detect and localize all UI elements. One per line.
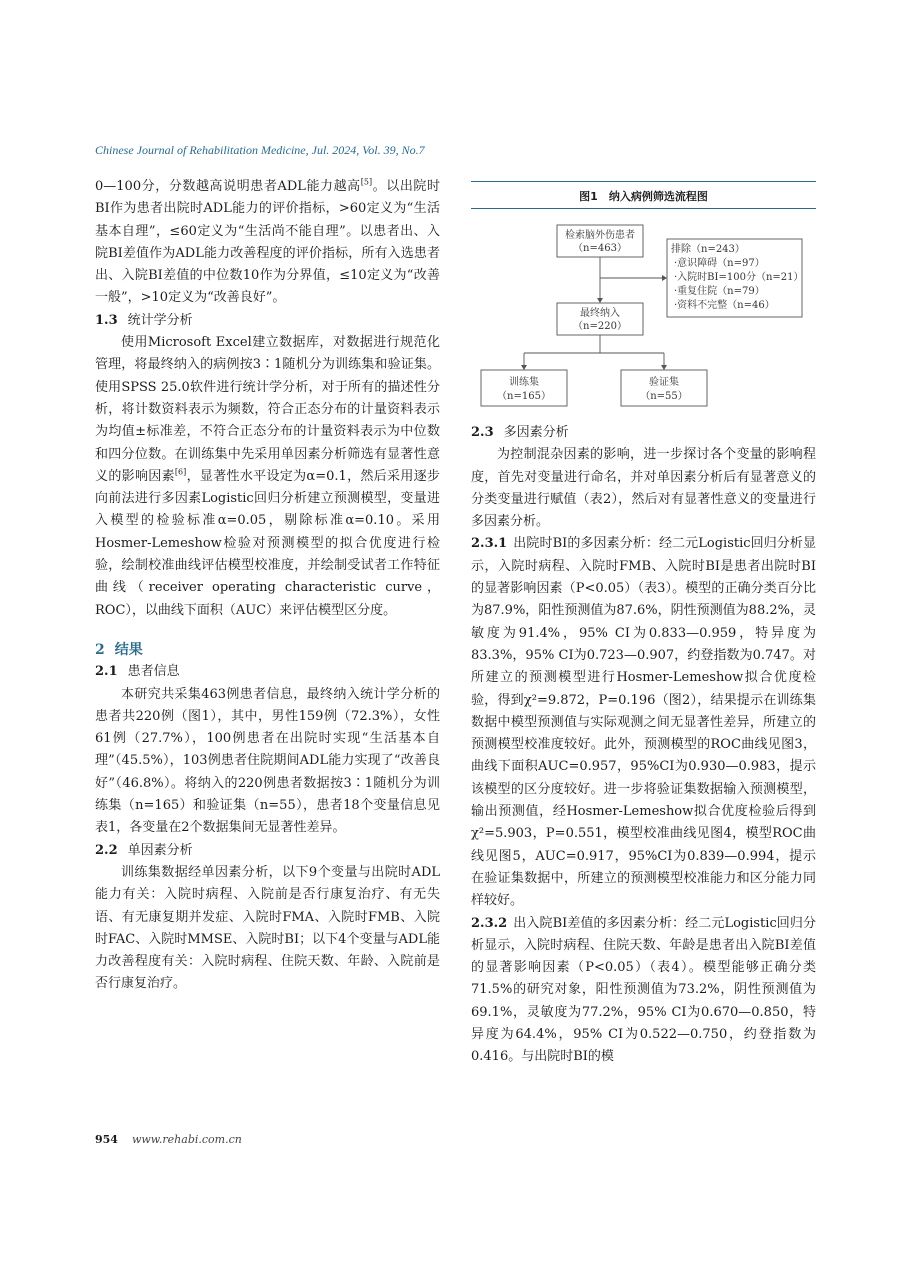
arrow-head [521, 365, 527, 370]
section-title: 结果 [114, 641, 143, 658]
journal-url: www.rehabi.com.cn [131, 1133, 242, 1146]
section-heading-2-3 [471, 422, 816, 444]
section-title: 统计学分析 [127, 312, 193, 328]
paragraph-ability-definition [95, 176, 440, 310]
section-title: 单因素分析 [127, 842, 193, 858]
paragraph-text: 出院时BI的多因素分析：经二元Logistic回归分析显示，入院时病程、入院时FMB、入院时BI是患者出院时BI的显著影响因素（P<0.05）（表3）。模型的正确分类百分比为87.9%，阳性预测值为87.6%，阴性预测值为88.2%，灵敏度为91.4%，95% CI为0.833—0.959，特异度为83.3%，95% CI为0.723—0.907，约登指数为0.747。对所建立的预测模型进行Hosmer-Lemeshow拟合优度检验，得到χ²=9.872，P=0.196（图2），结果提示在训练集数据中模型预测值与实际观测之间无显著性差异，所建立的预测模型校准度较好。此外，预测模型的ROC曲线见图3，曲线下面积AUC=0.957，95%CI为0.930—0.983，提示该模型的区分度较好。进一步将验证集数据输入预测模型，输出预测值，经Hosmer-Lemeshow拟合优度检验后得到χ²=5.903，P=0.551，模型校准曲线见图4，模型ROC曲线见图5，AUC=0.917，95%CI为0.839—0.994，提示在验证集数据中，所建立的预测模型校准能力和区分能力同样较好。 [471, 536, 816, 909]
citation-ref: [5] [360, 177, 373, 187]
paragraph-2-3-1 [471, 533, 816, 912]
section-number: 1.3 [95, 312, 118, 328]
box-final-count: （n=220） [573, 321, 627, 332]
subsection-number: 2.3.1 [471, 536, 508, 552]
arrow-head [662, 275, 667, 281]
box-valid-count: （n=55） [640, 391, 688, 402]
paragraph-text: ，显著性水平设定为α=0.1，然后采用逐步向前法进行多因素Logistic回归分析建立预测模型，变量进入模型的检验标准α=0.05，剔除标准α=0.10。采用Hosmer-Lemeshow检验对预测模型的拟合优度进行检验，绘制校准曲线评估模型校准度，并绘制受试者工作特征曲线（receiver operating characteristic curve，ROC），以曲线下面积（AUC）来评估模型区分度。 [95, 468, 440, 618]
paragraph-text: 0—100分，分数越高说明患者ADL能力越高 [95, 179, 361, 194]
paragraph-text: 。以出院时BI作为患者出院时ADL能力的评价指标，>60定义为“生活基本自理”，≤60定义为“生活尚不能自理”。以患者出、入院BI差值作为ADL能力改善程度的评价指标，所有入选患者出、入院BI差值的中位数10作为分界值，≤10定义为“改善一般”，>10定义为“改善良好”。 [95, 179, 440, 306]
paragraph-statistics [95, 332, 440, 622]
box-valid-label: 验证集 [649, 377, 679, 388]
section-number: 2.3 [471, 425, 494, 440]
paragraph-2-3-2 [471, 913, 816, 1069]
journal-name: Chinese Journal of Rehabilitation Medicine, [95, 143, 309, 157]
journal-issue: Jul. 2024, Vol. 39, No.7 [308, 143, 425, 157]
exclusion-item: ·入院时BI=100分（n=21） [674, 272, 804, 283]
page-footer [95, 1133, 242, 1146]
exclusion-item: ·资料不完整（n=46） [674, 300, 775, 311]
page-number: 954 [95, 1133, 118, 1146]
section-number: 2 [95, 641, 105, 658]
section-title: 多因素分析 [503, 425, 569, 440]
box-search-label: 检索脑外伤患者 [565, 230, 635, 241]
paragraph-text: 使用Microsoft Excel建立数据库，对数据进行规范化管理，将最终纳入的病例按3∶1随机分为训练集和验证集。使用SPSS 25.0软件进行统计学分析，对于所有的描述性分析，将计数资料表示为频数，符合正态分布的计量资料表示为均值±标准差，不符合正态分布的计量资料表示为中位数和四分位数。在训练集中先采用单因素分析筛选有显著性意义的影响因素 [95, 335, 440, 484]
paragraph-text: 出入院BI差值的多因素分析：经二元Logistic回归分析显示，入院时病程、住院天数、年龄是患者出入院BI差值的显著影响因素（P<0.05）（表4）。模型能够正确分类71.5%的研究对象，阳性预测值为73.2%，阴性预测值为69.1%，灵敏度为77.2%，95% CI为0.670—0.850，特异度为64.4%，95% CI为0.522—0.750，约登指数为0.416。与出院时BI的模 [471, 915, 816, 1065]
exclusion-total: 排除（n=243） [671, 244, 745, 255]
right-column [471, 422, 816, 1069]
exclusion-item: ·意识障碍（n=97） [674, 258, 765, 269]
box-final-label: 最终纳入 [580, 308, 620, 319]
section-heading-1-3 [95, 310, 440, 332]
section-number: 2.1 [95, 664, 118, 680]
section-heading-2 [95, 639, 440, 661]
figure-1-flowchart [471, 181, 816, 410]
flowchart-diagram [471, 181, 816, 410]
journal-header [95, 143, 425, 158]
citation-ref: [6] [174, 467, 187, 477]
paragraph-univariate: 训练集数据经单因素分析，以下9个变量与出院时ADL能力有关：入院时病程、入院前是否行康复治疗、有无失语、有无康复期并发症、入院时FMA、入院时FMB、入院时FAC、入院时MMSE、入院时BI；以下4个变量与ADL能力改善程度有关：入院时病程、住院天数、年龄、入院前是否行康复治疗。 [95, 864, 440, 992]
box-train-label: 训练集 [509, 377, 539, 388]
section-heading-2-1 [95, 661, 440, 683]
paragraph-multivariate-intro: 为控制混杂因素的影响，进一步探讨各个变量的影响程度，首先对变量进行命名，并对单因素分析后有显著意义的分类变量进行赋值（表2），然后对有显著性意义的变量进行多因素分析。 [471, 447, 816, 530]
figure-caption: 图1 纳入病例筛选流程图 [579, 190, 708, 203]
paragraph-patient-info: 本研究共采集463例患者信息，最终纳入统计学分析的患者共220例（图1），其中，男性159例（72.3%），女性61例（27.7%），100例患者在出院时实现“生活基本自理”（45.5%），103例患者住院期间ADL能力实现了“改善良好”（46.8%）。将纳入的220例患者数据按3∶1随机分为训练集（n=165）和验证集（n=55），患者18个变量信息见表1，各变量在2个数据集间无显著性差异。 [95, 686, 440, 836]
left-column [95, 176, 440, 996]
section-heading-2-2 [95, 840, 440, 862]
arrow-head [661, 365, 667, 370]
arrow-head [597, 298, 603, 303]
section-number: 2.2 [95, 842, 118, 858]
exclusion-item: ·重复住院（n=79） [674, 286, 765, 297]
box-search-count: （n=463） [573, 243, 627, 254]
box-train-count: （n=165） [497, 391, 551, 402]
section-title: 患者信息 [127, 664, 180, 680]
subsection-number: 2.3.2 [471, 915, 508, 931]
